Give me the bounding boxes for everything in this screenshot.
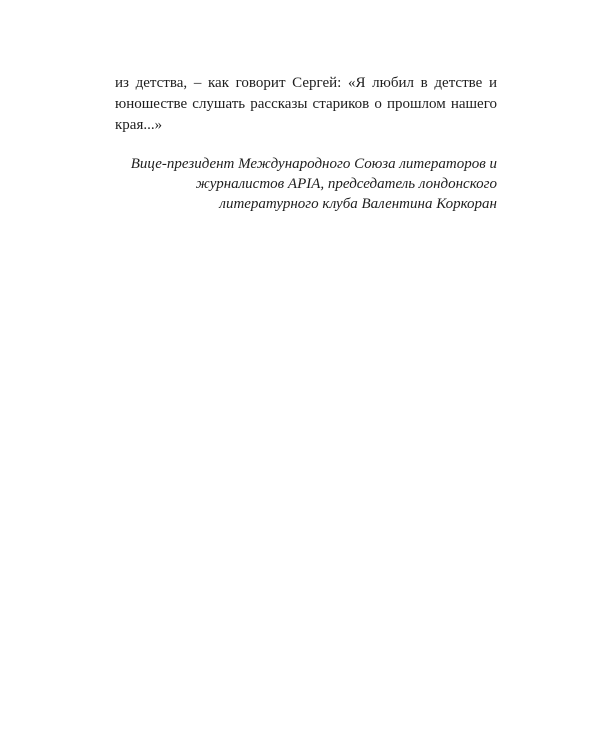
signature-line-2: журналистов APIA, председатель лондонского xyxy=(195,176,497,192)
signature-line-3: литературного клуба Валентина Коркоран xyxy=(219,196,497,212)
body-line-1: из детства, – как говорит Сергей: «Я любил в детстве и xyxy=(115,75,497,91)
body-line-3: края...» xyxy=(115,117,163,133)
body-line-2: юношестве слушать рассказы стариков о прошлом нашего xyxy=(115,96,497,112)
author-signature xyxy=(115,154,497,214)
signature-line-1: Вице-президент Международного Союза литераторов и xyxy=(130,156,497,172)
body-paragraph xyxy=(115,73,497,136)
text-block xyxy=(115,73,497,214)
